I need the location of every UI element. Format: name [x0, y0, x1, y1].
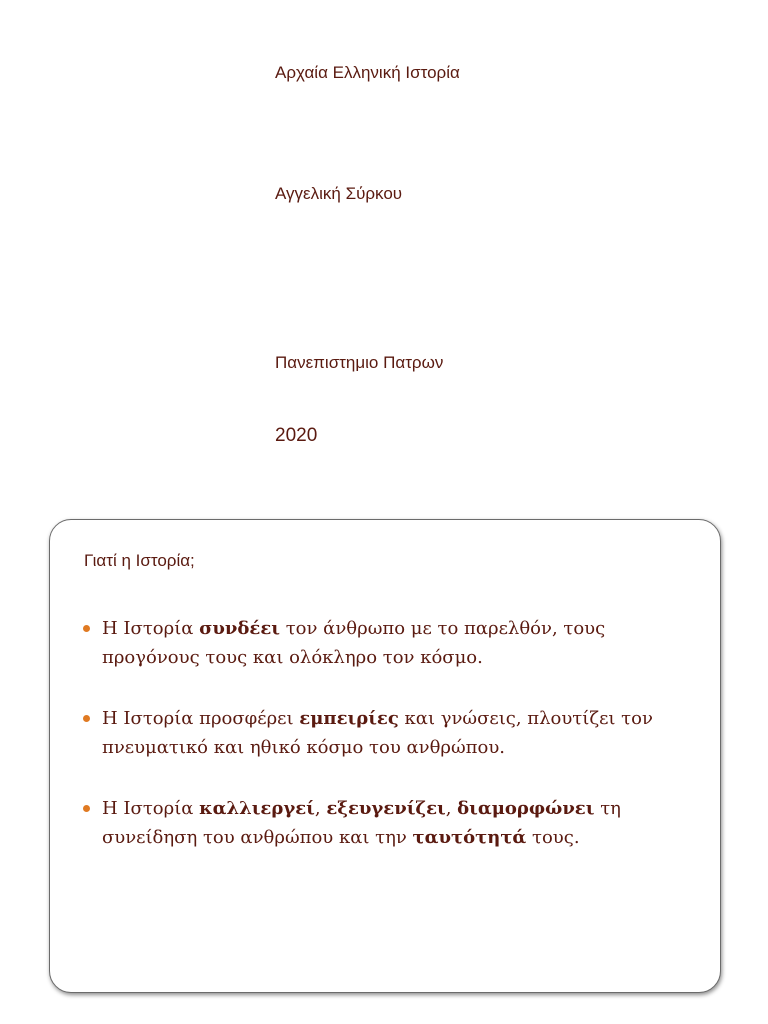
bullet-text-part: τη συνείδηση του ανθρώπου και την [102, 798, 621, 848]
bullet-text [102, 708, 653, 758]
bullet-text [102, 798, 621, 848]
bullet-text-bold: εμπειρίες [299, 708, 399, 729]
course-title: Αρχαία Ελληνική Ιστορία [275, 63, 460, 82]
slide-title: Γιατί η Ιστορία; [84, 551, 195, 570]
bullet-text-bold: συνδέει [199, 618, 280, 639]
slide [49, 519, 721, 993]
bullet-item [83, 794, 703, 852]
university-name: Πανεπιστημιο Πατρων [275, 353, 444, 372]
bullet-text [102, 618, 605, 668]
bullet-list [83, 614, 703, 852]
bullet-text-bold: ταυτότητά [412, 827, 527, 848]
bullet-text-part: Η Ιστορία [102, 798, 200, 819]
bullet-text-part: τον άνθρωπο με το παρελθόν, τους προγόνους τους και ολόκληρο τον κόσμο. [102, 618, 606, 668]
bullet-text-part: Η Ιστορία προσφέρει [102, 708, 300, 729]
bullet-text-bold: εξευγενίζει [326, 798, 446, 819]
title-page [0, 0, 768, 500]
bullet-text-bold: διαμορφώνει [457, 798, 595, 819]
bullet-text-part: Η Ιστορία [102, 618, 200, 639]
bullet-text-part: και γνώσεις, πλουτίζει τον πνευματικό και ηθικό κόσμο του ανθρώπου. [102, 708, 653, 758]
bullet-item [83, 704, 703, 762]
bullet-item [83, 614, 703, 672]
author-name: Αγγελική Σύρκου [275, 184, 403, 203]
year: 2020 [275, 425, 318, 446]
bullet-dot-icon [83, 805, 90, 812]
bullet-dot-icon [83, 625, 90, 632]
bullet-dot-icon [83, 715, 90, 722]
bullet-text-part: , [314, 798, 327, 819]
bullet-text-part: τους. [526, 827, 580, 848]
bullet-text-bold: καλλιεργεί [199, 798, 315, 819]
bullet-text-part: , [445, 798, 458, 819]
